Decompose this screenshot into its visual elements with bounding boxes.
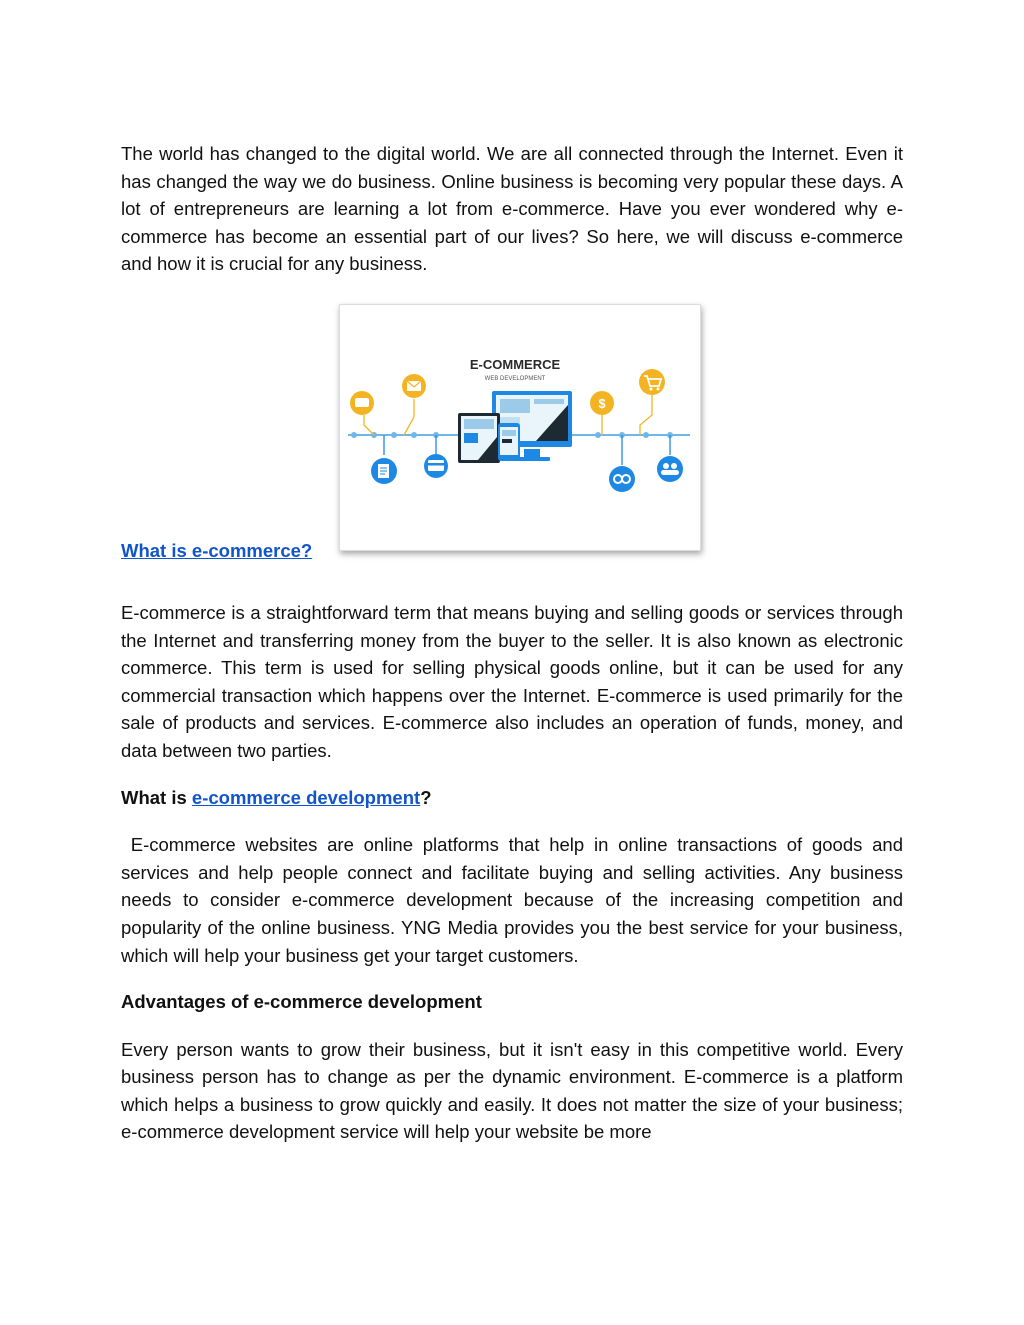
section1-paragraph: E-commerce is a straightforward term that means buying and selling goods or services through the Internet and transferring money from the buyer to the seller. It is also known as electronic commerce. This term is used for selling physical goods online, but it can be used for any commercial transaction which happens over the Internet. E-commerce is used primarily for the sale of products and services. E-commerce also includes an operation of funds, money, and data between two parties. bbox=[121, 601, 903, 761]
document-icon bbox=[371, 458, 397, 484]
card-icon bbox=[424, 454, 448, 478]
intro-paragraph: The world has changed to the digital world. We are all connected through the Internet. Even it has changed the way we do business. Online business is becoming very popular these days. A lot of entrepreneurs are learning a lot from e-commerce. Have you ever wondered why e-commerce has become an essential part of our lives? So here, we will discuss e-commerce and how it is crucial for any business. bbox=[121, 143, 903, 275]
ecommerce-illustration bbox=[339, 304, 701, 551]
heading-what-is-ecommerce[interactable]: What is e-commerce? bbox=[121, 539, 313, 561]
chat-icon bbox=[350, 391, 374, 415]
cart-icon bbox=[639, 369, 665, 395]
heading-suffix: ? bbox=[420, 786, 432, 808]
heading-what-is-ecommerce-development bbox=[121, 784, 903, 812]
email-icon bbox=[402, 374, 426, 398]
ecommerce-illustration-svg bbox=[340, 305, 700, 550]
users-icon bbox=[657, 456, 683, 482]
devices-icon bbox=[458, 391, 572, 463]
link-icon bbox=[609, 466, 635, 492]
section2-paragraph: E-commerce websites are online platforms that help in online transactions of goods and services and help people connect and facilitate buying and selling activities. Any business needs to consider e-commerce development because of the increasing competition and popularity of the online business. YNG Media provides you the best service for your business, which will help your business get your target customers. bbox=[121, 834, 909, 966]
svg-text:$: $ bbox=[598, 395, 606, 411]
ecommerce-development-link[interactable]: e-commerce development bbox=[191, 786, 421, 808]
dollar-icon bbox=[590, 391, 614, 415]
heading-prefix: What is bbox=[121, 786, 192, 808]
heading-advantages: Advantages of e-commerce development bbox=[121, 991, 482, 1013]
illustration-subtitle: WEB DEVELOPMENT bbox=[484, 375, 546, 382]
image-row bbox=[121, 304, 903, 599]
section3-paragraph: Every person wants to grow their business, but it isn't easy in this competitive world. Every business person has to change as per the dynamic environment. E-commerce is a platform which helps a business to grow quickly and easily. It does not matter the size of your business; e-commerce development service will help your website be more bbox=[121, 1038, 903, 1143]
document-content bbox=[121, 140, 909, 1146]
illustration-title: E-COMMERCE bbox=[469, 356, 561, 372]
